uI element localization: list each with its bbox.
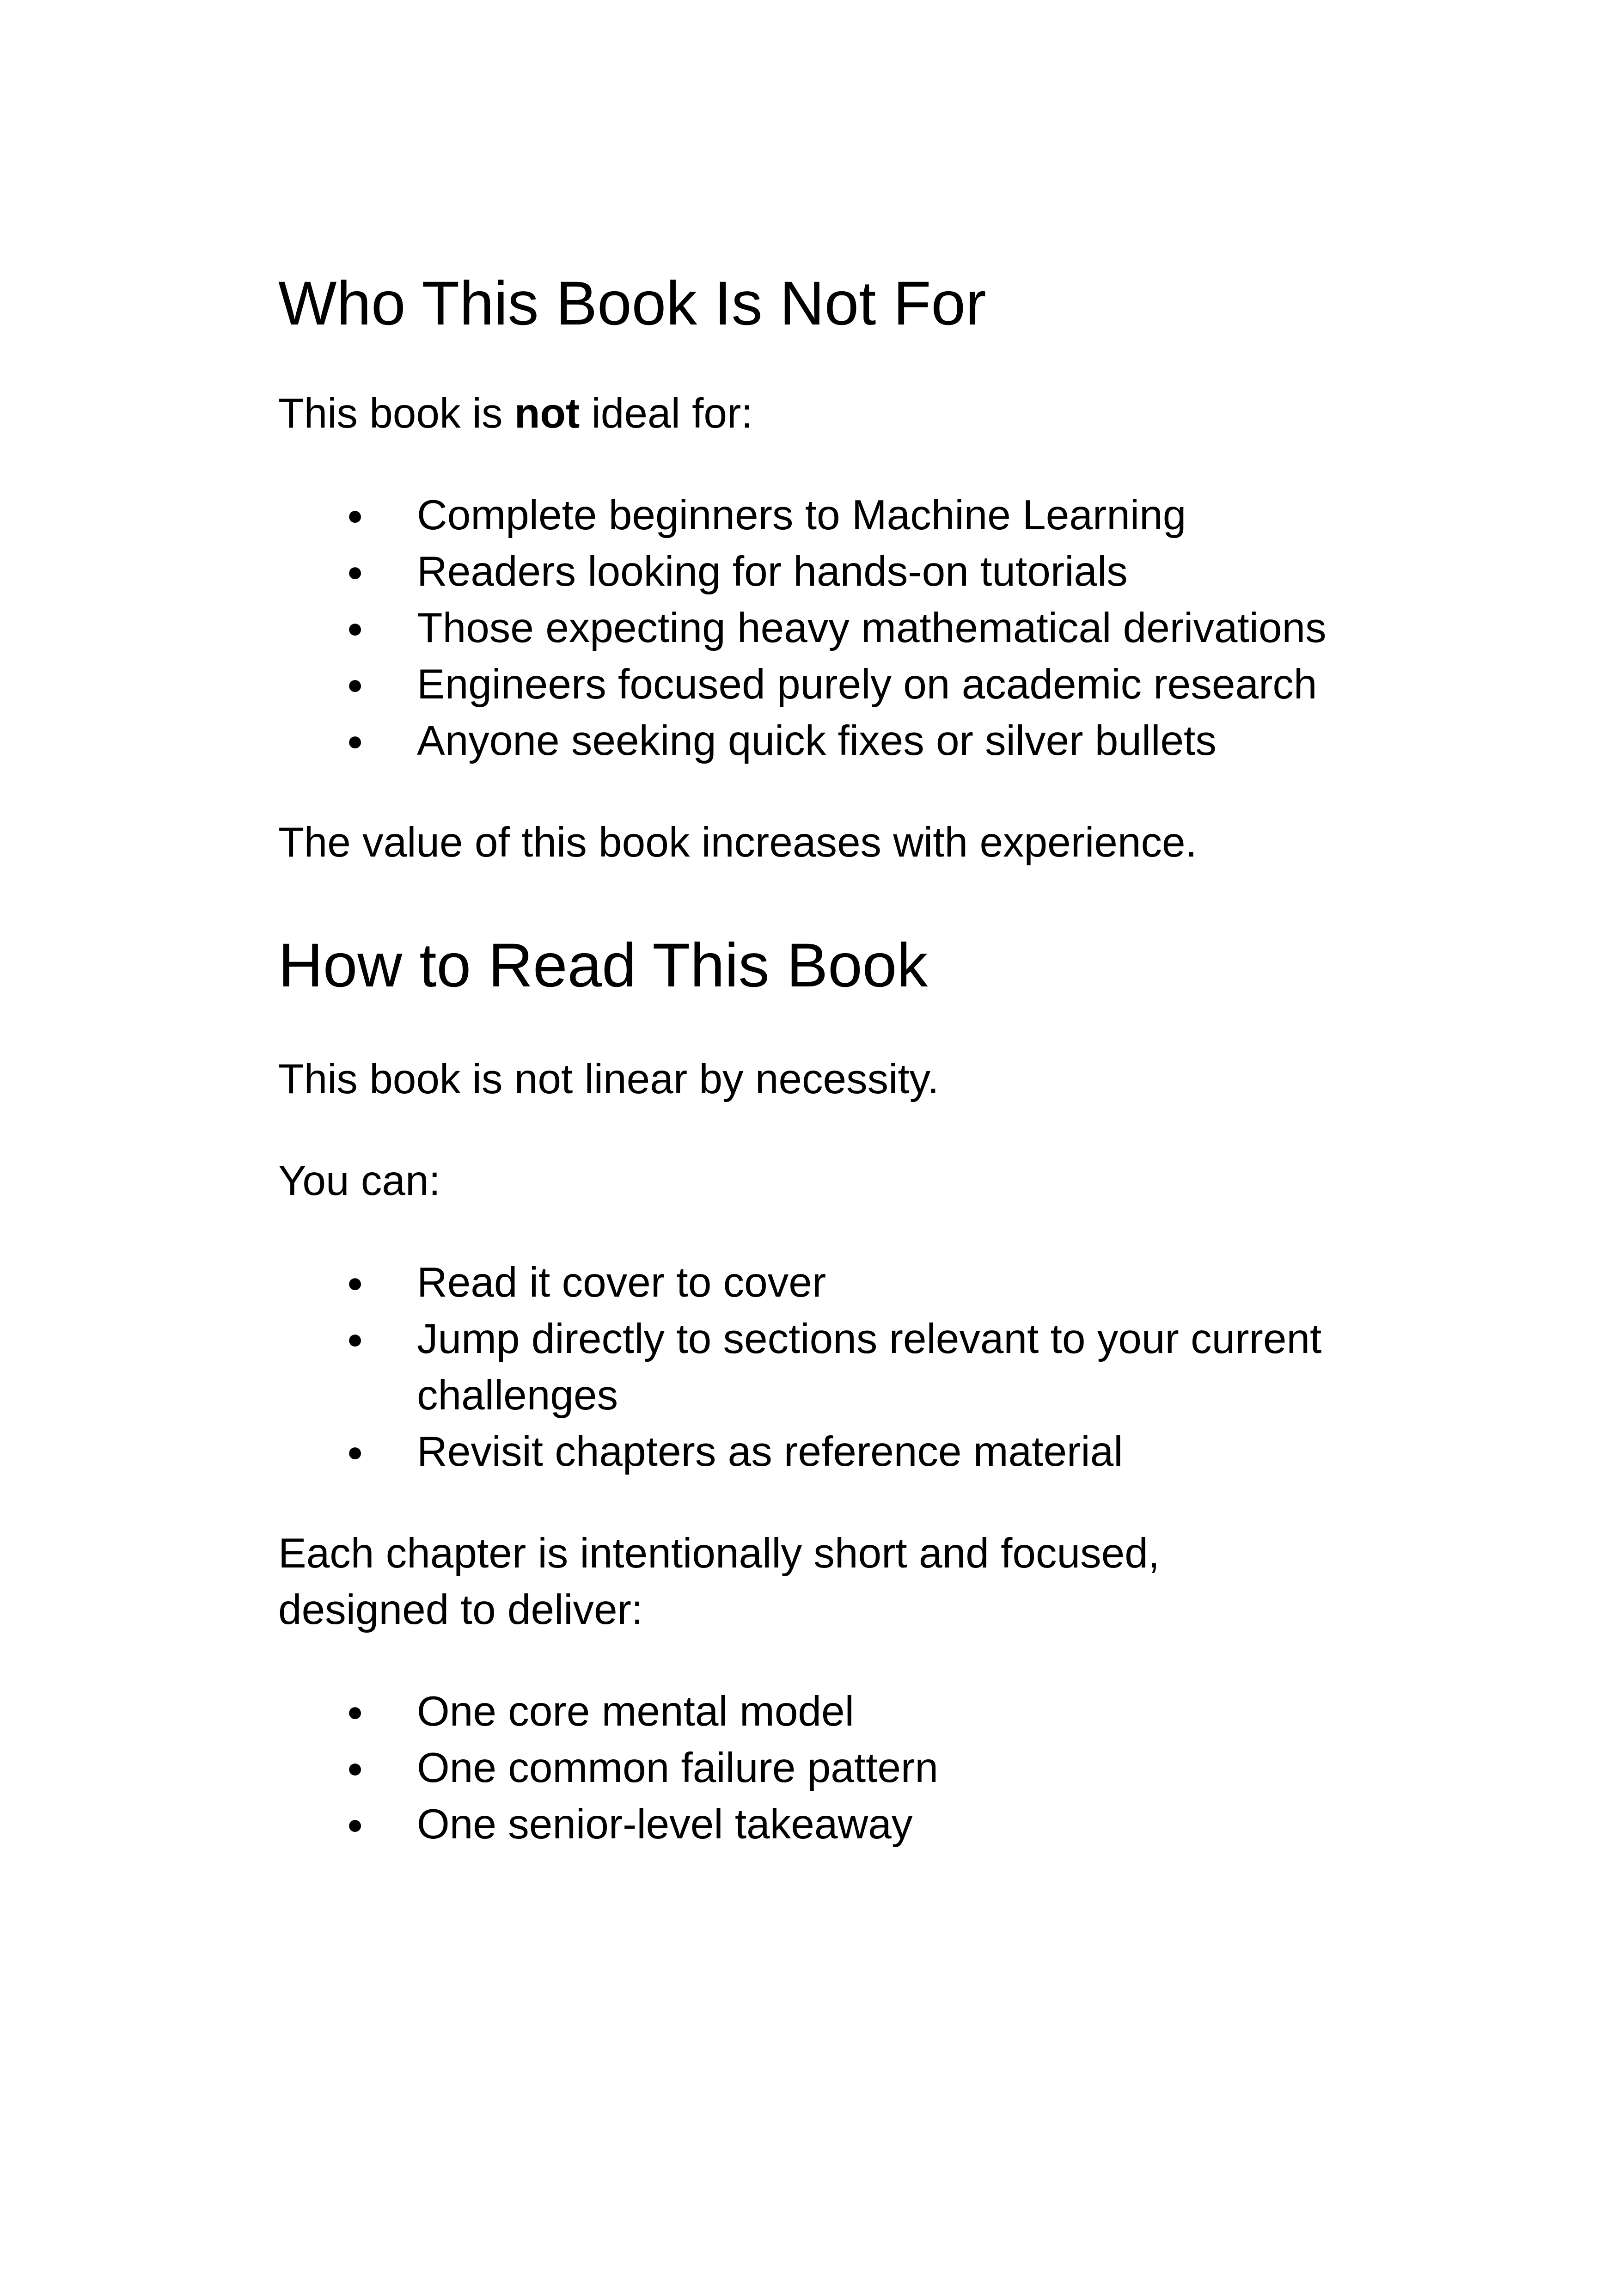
bullet-icon: ● <box>347 1752 364 1784</box>
chapter-line-2: designed to deliver: <box>278 1586 643 1634</box>
bullet-icon: ● <box>347 500 364 531</box>
list-item-text: One core mental model <box>417 1688 854 1735</box>
document-page <box>278 268 1388 1853</box>
list-item-text: Read it cover to cover <box>417 1259 826 1306</box>
section-heading-how-to-read: How to Read This Book <box>278 931 928 1000</box>
not-for-list <box>278 487 1388 769</box>
list-item-text: Revisit chapters as reference material <box>417 1428 1123 1476</box>
list-item-text: Engineers focused purely on academic research <box>417 661 1317 708</box>
linear-paragraph: This book is not linear by necessity. <box>278 1056 939 1103</box>
you-can-paragraph: You can: <box>278 1157 440 1205</box>
list-item-text: Those expecting heavy mathematical derivations <box>417 605 1327 652</box>
list-item-text: Readers looking for hands-on tutorials <box>417 548 1128 595</box>
intro-prefix: This book is <box>278 390 514 437</box>
list-item <box>278 1796 1388 1853</box>
list-item-text: One common failure pattern <box>417 1745 938 1792</box>
bullet-icon: ● <box>347 1267 364 1298</box>
bullet-icon: ● <box>347 1323 364 1355</box>
list-item-text: Jump directly to sections relevant to your current challenges <box>417 1316 1322 1419</box>
list-item-text: Complete beginners to Machine Learning <box>417 492 1186 539</box>
bullet-icon: ● <box>347 669 364 700</box>
bullet-icon: ● <box>347 556 364 588</box>
list-item <box>278 600 1388 656</box>
list-item <box>278 713 1388 769</box>
list-item-text: Anyone seeking quick fixes or silver bullets <box>417 717 1217 765</box>
bullet-icon: ● <box>347 612 364 644</box>
bullet-icon: ● <box>347 725 364 757</box>
reading-options-list <box>278 1255 1388 1480</box>
intro-suffix: ideal for: <box>580 390 753 437</box>
intro-bold-not: not <box>514 390 580 437</box>
deliverables-list <box>278 1684 1388 1853</box>
list-item <box>278 656 1388 713</box>
list-item-text: One senior-level takeaway <box>417 1801 913 1848</box>
list-item <box>278 1740 1388 1796</box>
list-item <box>278 1424 1388 1480</box>
bullet-icon: ● <box>347 1809 364 1840</box>
list-item <box>278 1684 1388 1740</box>
section-heading-not-for: Who This Book Is Not For <box>278 269 986 338</box>
chapter-paragraph <box>278 1525 1388 1638</box>
list-item <box>278 1311 1388 1424</box>
list-item <box>278 544 1388 600</box>
bullet-icon: ● <box>347 1436 364 1468</box>
chapter-line-1: Each chapter is intentionally short and focused, <box>278 1530 1160 1577</box>
bullet-icon: ● <box>347 1696 364 1727</box>
intro-paragraph <box>278 386 1388 442</box>
list-item <box>278 487 1388 544</box>
closing-paragraph: The value of this book increases with experience. <box>278 819 1197 866</box>
list-item <box>278 1255 1388 1311</box>
